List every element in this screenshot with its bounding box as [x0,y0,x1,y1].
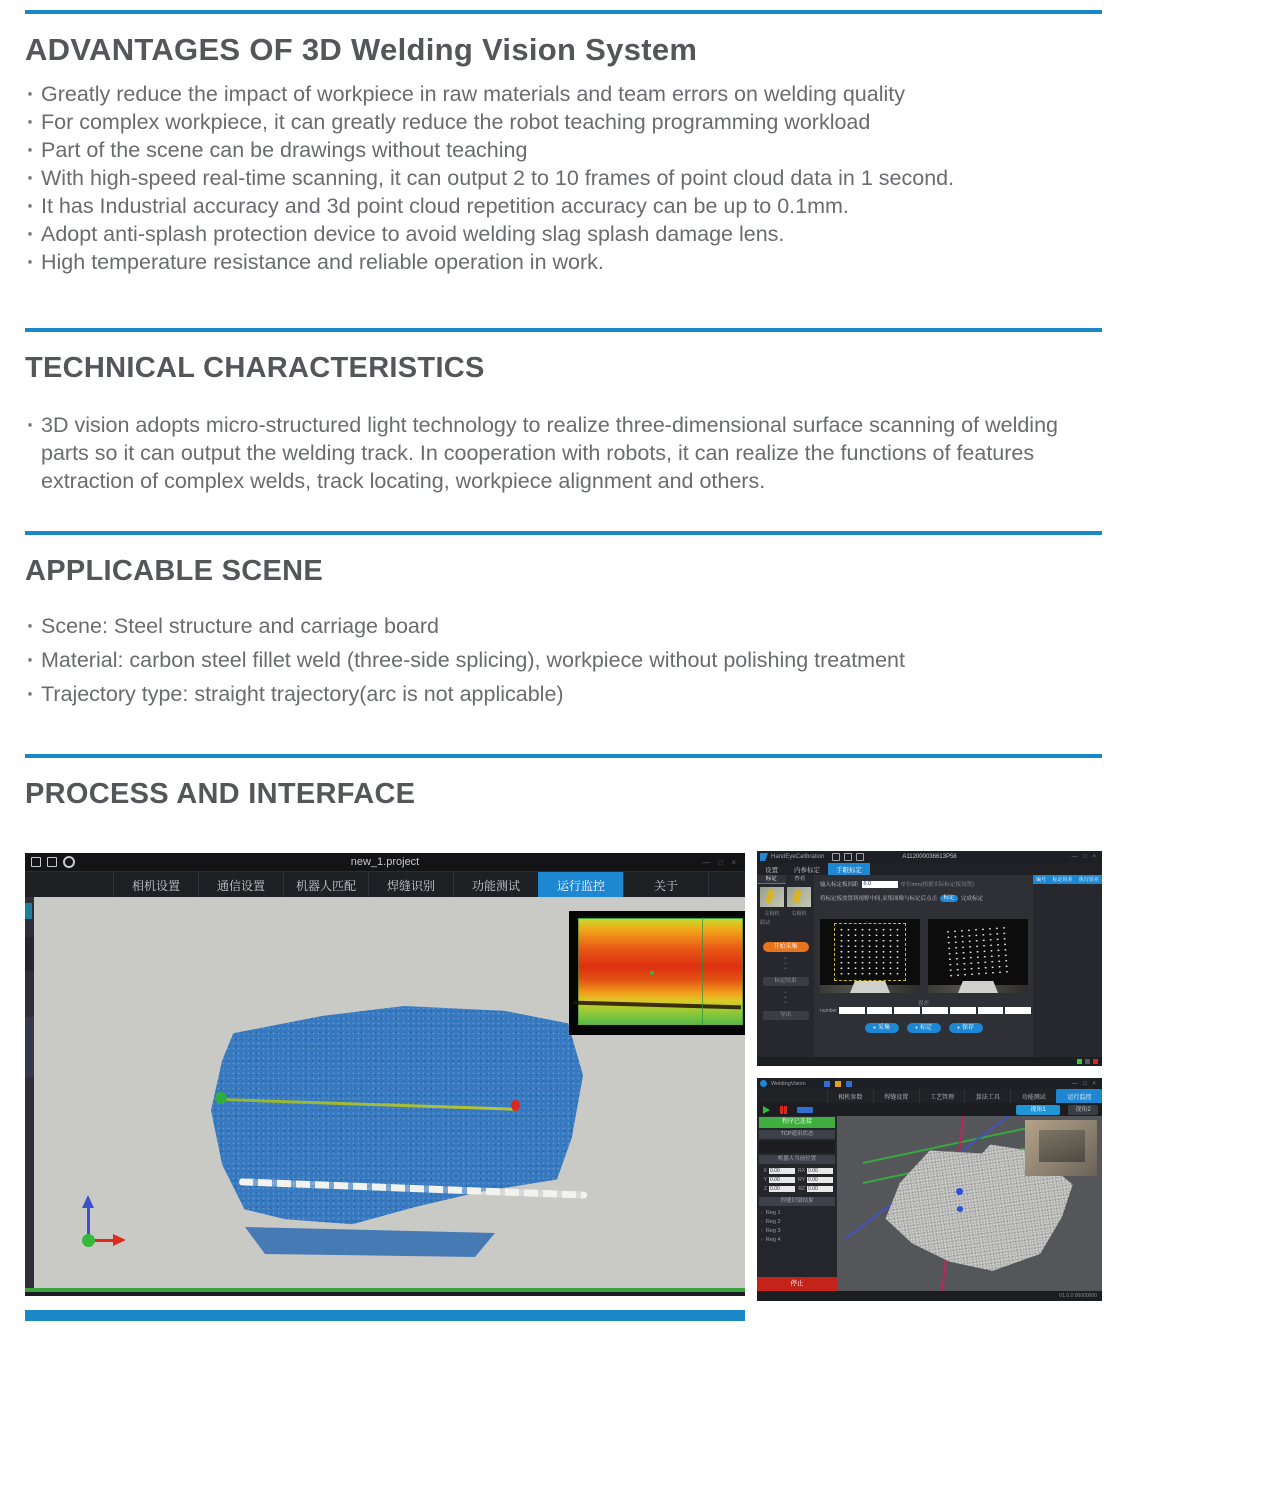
tab-about[interactable]: 关于 [623,872,709,898]
save-icon[interactable] [846,1081,852,1087]
feature-point [956,1188,963,1195]
depth-marker-dot [650,971,654,975]
left-panel [757,1116,837,1291]
calibration-result-button[interactable]: 标定结果 [763,977,809,986]
play-icon[interactable] [763,1106,770,1114]
pose-value-field[interactable] [922,1007,948,1014]
tcp-status-field [759,1141,835,1153]
list-item: · Material: carbon steel fillet weld (three-side splicing), workpiece without polishing treatment [25,646,1102,674]
tab-bar [25,871,745,898]
list-item[interactable]: › Reg 2 [761,1217,833,1226]
list-item[interactable]: › Reg 4 [761,1235,833,1244]
tab-seam-recognition[interactable]: 焊缝识别 [368,872,453,898]
start-collect-button[interactable]: 开始采集 [763,942,809,952]
depth-marker-line [702,917,703,1026]
pose-value-field[interactable] [839,1007,865,1014]
toolstrip-accent [25,903,32,919]
thumbnail-labels [757,910,814,917]
origin-sphere [82,1234,95,1247]
tab-camera-params[interactable]: 相机参数 [827,1089,873,1103]
left-camera-label: 左相机 [764,911,780,917]
list-item: · It has Industrial accuracy and 3d point cloud repetition accuracy can be up to 0.1mm. [25,192,1102,220]
field-label: RY [798,1176,805,1183]
action-buttons [814,1023,1033,1033]
tab-run-monitoring[interactable]: 运行监控 [538,872,623,898]
calibrate-button[interactable]: ● 标定 [907,1023,941,1033]
calibration-image-panels [820,919,1028,993]
calibrate-inline-button[interactable]: 标定 [940,895,958,902]
board-stand [958,981,998,993]
toolstrip-block [25,937,34,971]
section-title-technical: TECHNICAL CHARACTERISTICS [25,352,485,384]
left-camera-thumbnail[interactable] [760,887,784,907]
export-button[interactable]: 导出 [763,1011,809,1020]
window-controls[interactable]: — □ × [1071,1080,1098,1087]
seam-result-header: 焊缝识别结果 [759,1197,835,1206]
list-item[interactable]: › Reg 1 [761,1208,833,1217]
list-item: · With high-speed real-time scanning, it can output 2 to 10 frames of point cloud data in 1 second. [25,164,1102,192]
calibration-window [757,851,1102,1066]
page-title: ADVANTAGES OF 3D Welding Vision System [25,32,698,67]
list-item: · 3D vision adopts micro-structured light technology to realize three-dimensional surface scanning of welding parts so it can output the welding track. In cooperation with robots, it can realize the functions of features extraction of complex welds, track locating, workpiece alignment and others. [25,411,1102,495]
pose-value-field[interactable] [1005,1007,1031,1014]
trajectory-start-point [215,1092,227,1104]
list-item: · For complex workpiece, it can greatly reduce the robot teaching programming workload [25,108,1102,136]
main-panel [814,875,1033,1057]
section-title-applicable: APPLICABLE SCENE [25,555,324,587]
titlebar [757,851,1102,863]
status-bar: V1.0.0 00000000 [757,1291,1102,1301]
field-value[interactable]: 0.00 [769,1186,795,1192]
window-body [757,1116,1102,1291]
dot-grid-pattern [944,925,1011,979]
chevron-down-icon: ⌄ ⌄ ⌄ [782,989,789,1005]
toolbar [757,1103,1102,1116]
run-status-button[interactable]: 程序已连接 [759,1117,835,1128]
viewport-bottom-line [25,1288,745,1292]
list-item: · High temperature resistance and reliable operation in work. [25,248,1102,276]
capture-button[interactable]: ● 采集 [865,1023,899,1033]
tcp-status-header: TCP通讯状态 [759,1130,835,1139]
pose-value-field[interactable] [867,1007,893,1014]
save-button[interactable]: ● 保存 [949,1023,983,1033]
instruction-row [814,888,1033,902]
link-checkbox[interactable]: 联动 [760,920,771,926]
robot-position-fields [757,1164,837,1195]
tab-function-test[interactable]: 功能测试 [453,872,538,898]
status-led-gray [1085,1059,1090,1064]
list-item: · Greatly reduce the impact of workpiece in raw materials and team errors on welding quality [25,80,1102,108]
camera-thumbnails [757,884,814,910]
technical-list [25,411,1102,495]
result-table-header [1033,875,1102,884]
field-value[interactable]: 0.00 [807,1168,833,1174]
tab-bar [757,863,1102,875]
list-item: · Adopt anti-splash protection device to avoid welding slag splash damage lens. [25,220,1102,248]
left-camera-image [820,919,920,993]
tab-handeye-calibration[interactable]: 手眼标定 [828,863,870,875]
viewport-3d[interactable] [25,897,745,1292]
point-cloud-lower-edge [245,1227,495,1257]
field-value[interactable]: 0.00 [807,1177,833,1183]
depth-scan-inset [569,911,745,1035]
board-spacing-input[interactable]: 6.0 [862,881,898,888]
board-spacing-label: 输入标定板间距 [820,882,859,888]
sub-tabs [757,875,814,884]
field-label: Z [763,1185,767,1192]
page-content [25,10,1102,811]
tab-camera-settings[interactable]: 相机设置 [113,872,198,898]
result-col-id: 编号 [1036,877,1047,883]
board-spacing-hint: 单位mm(根据实际标定板设置) [900,882,974,888]
window-title: new_1.project [350,856,420,868]
section-divider [25,754,1102,758]
result-col-calib-error: 标定误差 [1052,877,1073,883]
tab-settings[interactable]: 设置 [765,866,778,874]
dot-grid-pattern [838,927,902,977]
field-label: Y [763,1176,767,1183]
bottom-blue-bar [25,1310,745,1321]
feature-point [957,1206,963,1212]
tab-intrinsic-calibration[interactable]: 内参标定 [794,866,820,874]
camera-serial: A112000036613P58 [902,854,957,860]
right-camera-thumbnail[interactable] [787,887,811,907]
status-led-green [1077,1059,1082,1064]
stop-button[interactable]: 停止 [757,1277,837,1291]
viewport-3d[interactable] [837,1116,1102,1291]
board-spacing-row [814,875,1033,888]
section-divider [25,531,1102,535]
field-value[interactable]: 0.00 [769,1168,795,1174]
right-camera-label: 右相机 [791,911,807,917]
titlebar [757,1078,1102,1089]
instruction-suffix: 完成标定 [961,896,984,902]
pose-value-row [820,1007,1031,1014]
advantages-list [25,80,1102,276]
pose-row-label: number [820,1007,837,1014]
tab-seam-settings[interactable]: 焊缝设置 [873,1089,919,1103]
titlebar [25,853,745,871]
right-camera-image [928,919,1028,993]
list-item: · Trajectory type: straight trajectory(arc is not applicable) [25,680,1102,708]
app-name: HandEyeCalibration [771,854,825,860]
board-stand [850,981,890,993]
tab-function-test[interactable]: 功能测试 [1010,1089,1056,1103]
field-value[interactable]: 0.00 [769,1177,795,1183]
tab-bar [757,1089,1102,1103]
window-controls[interactable]: — □ × [702,857,739,867]
tab-process-management[interactable]: 工艺管理 [919,1089,965,1103]
field-label: RX [798,1167,805,1174]
error-label: 误差 [917,1001,929,1007]
subtab-calibrate[interactable]: 标定 [757,875,786,884]
welding-software-window [25,853,745,1296]
left-toolstrip [25,897,34,1292]
list-item: · Scene: Steel structure and carriage board [25,612,1102,640]
process-interface-figure [25,851,1125,1321]
depth-gradient [578,918,743,1025]
pause-icon[interactable] [780,1106,787,1114]
tab-communication-settings[interactable]: 通信设置 [198,872,283,898]
pose-value-field[interactable] [950,1007,976,1014]
pose-value-field[interactable] [894,1007,920,1014]
point-cloud-blue [211,1001,583,1249]
axis-gizmo [73,1195,133,1255]
section-title-process: PROCESS AND INTERFACE [25,778,416,810]
seam-result-list [757,1206,837,1246]
tab-algorithm-tools[interactable]: 算法工具 [964,1089,1010,1103]
trajectory-end-point [511,1100,520,1111]
chevron-down-icon: ⌄ ⌄ ⌄ [782,955,789,971]
status-badge [797,1107,813,1113]
toolstrip-block [25,1017,34,1077]
field-label: RZ [798,1185,805,1192]
list-item: · Part of the scene can be drawings without teaching [25,136,1102,164]
result-col-exec-error: 执行误差 [1078,877,1099,883]
robot-position-header: 机器人当前位置 [759,1155,835,1164]
titlebar-icons [824,1081,852,1087]
view2-button[interactable]: 视角2 [1068,1105,1098,1115]
open-icon[interactable] [824,1081,830,1087]
section-divider [25,10,1102,14]
field-value[interactable]: 0.00 [807,1186,833,1192]
folder-icon[interactable] [835,1081,841,1087]
app-logo [760,1080,767,1087]
result-panel [1033,875,1102,1057]
tab-robot-matching[interactable]: 机器人匹配 [283,872,368,898]
subtab-view[interactable]: 查看 [794,876,806,882]
section-divider [25,328,1102,332]
window-controls[interactable]: — □ × [1071,854,1098,860]
pose-value-field[interactable] [978,1007,1004,1014]
status-led-red [1093,1059,1098,1064]
app-name: WeldingVision [771,1080,806,1087]
list-item[interactable]: › Reg 3 [761,1226,833,1235]
instruction-text: 将标定板放置到视野中间,采集图像与标定后点击 [820,896,938,902]
applicable-list [25,612,1102,708]
window-body [757,875,1102,1057]
workpiece-photo-inset [1025,1120,1097,1176]
tab-run-monitoring[interactable]: 运行监控 [1056,1089,1102,1103]
left-panel [757,875,814,1057]
field-label: X [763,1167,767,1174]
status-bar [757,1057,1102,1066]
runtime-window [757,1078,1102,1301]
view1-button[interactable]: 视角1 [1016,1105,1060,1115]
